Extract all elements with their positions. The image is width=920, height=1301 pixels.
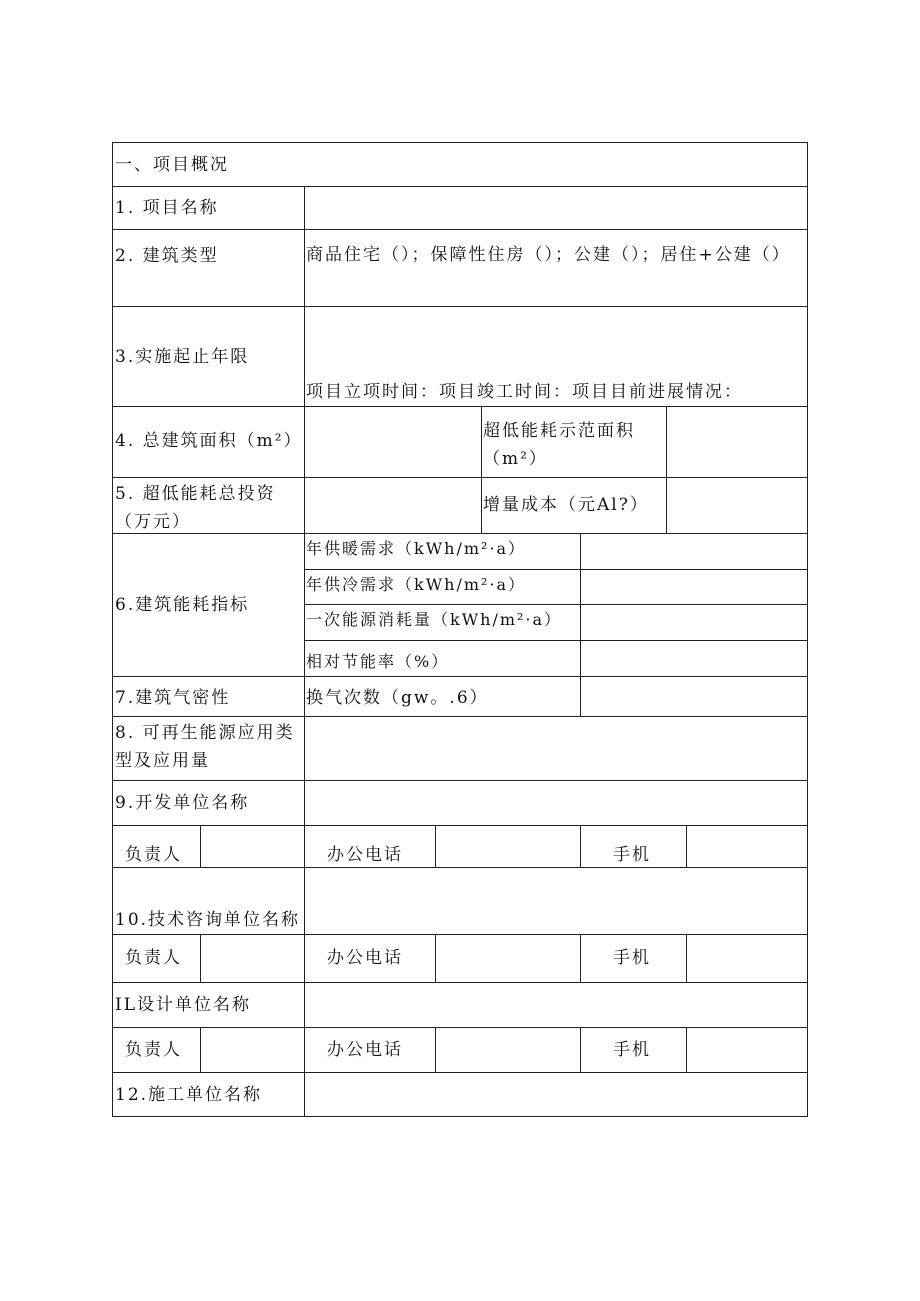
column-divider — [304, 934, 305, 982]
consulting-office-phone-field[interactable] — [438, 938, 577, 978]
consulting-manager-label: 负责人 — [125, 948, 182, 968]
column-divider — [435, 1027, 436, 1072]
design-mobile-field[interactable] — [689, 1031, 803, 1069]
column-divider — [686, 825, 687, 867]
cooling-demand-label: 年供冷需求（kWh/m²·a） — [306, 575, 527, 594]
total-area-field[interactable] — [307, 413, 477, 471]
row-divider — [113, 676, 807, 677]
developer-office-phone-label: 办公电话 — [327, 845, 403, 865]
demo-area-field[interactable] — [669, 413, 803, 471]
column-divider — [580, 533, 581, 717]
column-divider — [481, 406, 482, 533]
developer-office-phone-field[interactable] — [438, 829, 577, 863]
row-divider — [304, 640, 807, 641]
column-divider — [304, 867, 305, 934]
total-investment-label: 5. 超低能耗总投资（万元） — [115, 484, 276, 532]
developer-manager-field[interactable] — [203, 829, 301, 863]
column-divider — [200, 1027, 201, 1072]
airtightness-label: 7.建筑气密性 — [115, 688, 231, 708]
column-divider — [304, 1027, 305, 1072]
column-divider — [580, 934, 581, 982]
design-office-phone-label: 办公电话 — [327, 1040, 403, 1060]
developer-field[interactable] — [307, 785, 803, 821]
column-divider — [200, 825, 201, 867]
column-divider — [304, 186, 305, 825]
total-area-label — [115, 427, 303, 455]
consulting-field[interactable] — [307, 873, 803, 929]
column-divider — [580, 825, 581, 867]
consulting-mobile-field[interactable] — [689, 938, 803, 978]
total-area-label-text: 4. 总建筑面积（m²） — [115, 431, 303, 451]
heating-demand-label: 年供暖需求（kWh/m²·a） — [306, 539, 527, 558]
row-divider — [304, 604, 807, 605]
row-divider — [113, 867, 807, 868]
row-divider — [113, 1072, 807, 1073]
row-divider — [113, 1027, 807, 1028]
developer-label: 9.开发单位名称 — [115, 793, 250, 813]
section-title: 一、项目概况 — [115, 155, 229, 175]
column-divider — [200, 934, 201, 982]
row-divider — [113, 780, 807, 781]
row-divider — [113, 477, 807, 478]
consulting-label: 10.技术咨询单位名称 — [115, 910, 301, 930]
row-divider — [113, 229, 807, 230]
project-name-field[interactable] — [307, 192, 803, 224]
column-divider — [666, 406, 667, 533]
design-field[interactable] — [307, 987, 803, 1023]
developer-mobile-label: 手机 — [613, 845, 651, 865]
project-overview-table — [112, 142, 808, 1117]
implementation-period-label: 3.实施起止年限 — [115, 347, 250, 367]
design-mobile-label: 手机 — [613, 1040, 651, 1060]
column-divider — [686, 934, 687, 982]
design-label: IL设计单位名称 — [115, 995, 252, 1015]
design-manager-field[interactable] — [203, 1031, 301, 1069]
building-type-options[interactable]: 商品住宅（）；保障性住房（）；公建（）；居住+公建（） — [306, 245, 791, 265]
cooling-demand-field[interactable] — [583, 573, 803, 603]
primary-energy-field[interactable] — [583, 608, 803, 638]
column-divider — [435, 934, 436, 982]
row-divider — [113, 406, 807, 407]
row-divider — [304, 569, 807, 570]
energy-indicators-label: 6.建筑能耗指标 — [115, 595, 250, 615]
column-divider — [580, 1027, 581, 1072]
incremental-cost-field[interactable] — [669, 483, 803, 529]
column-divider — [304, 825, 305, 867]
row-divider — [113, 934, 807, 935]
developer-mobile-field[interactable] — [689, 829, 803, 863]
column-divider — [304, 982, 305, 1027]
primary-energy-label: 一次能源消耗量（kWh/m²·a） — [306, 610, 563, 629]
consulting-manager-field[interactable] — [203, 938, 301, 978]
energy-saving-rate-field[interactable] — [583, 644, 803, 674]
total-investment-field[interactable] — [307, 483, 477, 529]
row-divider — [113, 306, 807, 307]
row-divider — [113, 186, 807, 187]
row-divider — [113, 716, 807, 717]
construction-label: 12.施工单位名称 — [115, 1085, 263, 1105]
design-manager-label: 负责人 — [125, 1040, 182, 1060]
demo-area-label: 超低能耗示范面积（m²） — [483, 421, 635, 469]
consulting-office-phone-label: 办公电话 — [327, 948, 403, 968]
renewable-energy-field[interactable] — [307, 721, 803, 777]
incremental-cost-label: 增量成本（元Al?） — [483, 495, 649, 515]
consulting-mobile-label: 手机 — [613, 948, 651, 968]
building-type-label: 2. 建筑类型 — [115, 246, 219, 266]
developer-manager-label: 负责人 — [125, 845, 182, 865]
row-divider — [113, 982, 807, 983]
project-name-label: 1. 项目名称 — [115, 198, 219, 218]
column-divider — [686, 1027, 687, 1072]
implementation-period-info[interactable]: 项目立项时间：项目竣工时间：项目目前进展情况： — [306, 382, 743, 402]
energy-saving-rate-label: 相对节能率（%） — [306, 652, 450, 671]
air-change-label: 换气次数（gw。.6） — [306, 688, 489, 708]
air-change-field[interactable] — [583, 681, 803, 713]
heating-demand-field[interactable] — [583, 537, 803, 567]
construction-field[interactable] — [307, 1077, 803, 1113]
column-divider — [304, 1072, 305, 1116]
renewable-energy-label: 8. 可再生能源应用类型及应用量 — [115, 723, 295, 771]
design-office-phone-field[interactable] — [438, 1031, 577, 1069]
row-divider — [113, 825, 807, 826]
column-divider — [435, 825, 436, 867]
